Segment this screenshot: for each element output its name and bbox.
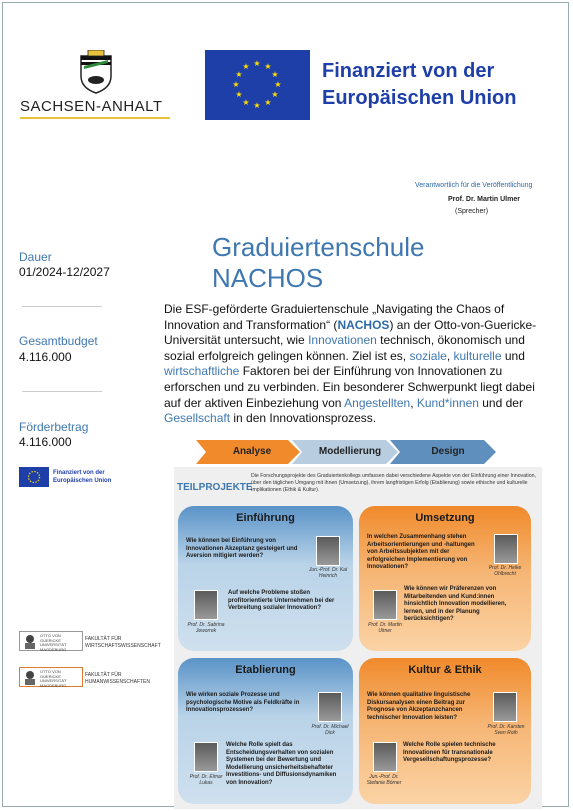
person-photo [493,692,517,722]
text-run: , [410,395,417,410]
card-question: In welchen Zusammenhang stehen Arbeitsorientierungen und -haltungen von Arbeitssubjekten mit der erfolgreichen Implementierung von Innovationen? [367,534,475,570]
text-run: Faktoren bei der Einführung von Innovationen zu erforschen und zu verbinden. Ein besonderer Schwerpunkt liegt dabei auf der aktiven Einbeziehung von [164,364,535,410]
divider [22,306,102,307]
card-question: Wie können qualitative linguistische Diskursanalysen einen Beitrag zur Prognose von Akzeptanzchancen technischer Innovation leisten? [367,692,471,721]
svg-text:★: ★ [232,80,240,89]
uni-badge-text: OTTO VON GUERICKE UNIVERSITÄT MAGDEBURG [40,669,67,688]
funding-label: Förderbetrag [19,420,89,434]
person-photo [373,742,397,772]
person-photo [316,536,340,566]
card-heading: Einführung [236,512,295,524]
duration-value: 01/2024-12/2027 [19,265,110,279]
state-underline [20,117,170,119]
duration-label: Dauer [19,250,52,264]
svg-text:★: ★ [242,98,250,107]
person-name: Prof. Dr. Elmar Lukas [189,774,223,786]
highlight-angestellten: Angestellten [344,395,411,410]
card-etablierung [178,658,353,804]
svg-text:★: ★ [235,70,243,79]
highlight-gesellschaft: Gesellschaft [164,411,231,426]
person-name: Jun.-Prof. Dr. Kai Heinrich [308,567,348,579]
person-name: Prof. Dr. Martin Ulmer [368,622,402,634]
highlight-kundinnen: Kund*innen [416,395,479,410]
eu-title-line2: Europäischen Union [322,87,517,109]
title-line1: Graduiertenschule [212,232,425,262]
coat-of-arms-icon [78,50,114,94]
uni-badge-text: OTTO VON GUERICKE UNIVERSITÄT MAGDEBURG [40,633,67,652]
text-run: und der [478,395,523,410]
budget-label: Gesamtbudget [19,334,98,348]
funding-value: 4.116.000 [19,435,72,449]
card-einfuehrung [178,506,353,651]
svg-text:★: ★ [271,90,279,99]
page-title [212,232,424,294]
budget-value: 4.116.000 [19,350,72,364]
svg-text:★: ★ [242,62,250,71]
card-question: Auf welche Probleme stoßen profitorientierte Unternehmen bei der Verbreitung sozialer Innovation? [228,590,335,611]
responsible-role: (Sprecher) [455,208,489,215]
divider [22,391,102,392]
svg-text:★: ★ [235,90,243,99]
guericke-portrait-icon [22,633,38,649]
eu-flag-icon [205,50,310,120]
faculty-humanities [85,672,150,685]
svg-text:★: ★ [264,98,272,107]
card-heading: Umsetzung [415,512,475,524]
eu-title-line1: Finanziert von der [322,60,495,82]
svg-text:★: ★ [274,80,282,89]
teilprojekte-title: TEILPROJEKTE [177,482,253,493]
card-question: Wie wirken soziale Prozesse und psychologische Motive als Feldkräfte in Innovationsprozessen? [186,692,300,713]
text-run: und [501,348,525,363]
text-run: technisch, ökonomisch und sozial erfolgreich gelingen können. Ziel ist es, [164,333,525,363]
teilprojekte-description: Die Forschungsprojekte des Graduiertenkollegs umfassen dabei verschiedene Aspekte von der Einführung einer Innovation, über den täglichen Umgang mit ihnen (Umsetzung), ihrem langfristigen Erfolg (Etablierung) sowie ethische und kulturelle Implikationen (Ethik & Kultur). [251,473,536,493]
highlight-kulturelle: kulturelle [453,348,502,363]
text-run: ) an der Otto-von-Guericke-Universität untersucht, wie [164,317,537,348]
person-name: Prof. Dr. Michael Dick [311,724,349,736]
eu-funding-title [322,58,516,112]
person-photo [318,692,342,722]
state-name: SACHSEN-ANHALT [20,98,163,115]
faculty-line1: FAKULTÄT FÜR [85,672,122,678]
faculty-line1: FAKULTÄT FÜR [85,636,122,642]
person-photo [494,534,518,564]
svg-text:★: ★ [253,59,261,68]
faculty-economics [85,636,161,649]
responsible-name: Prof. Dr. Martin Ulmer [448,196,520,203]
faculty-line2: HUMANWISSENSCHAFTEN [85,678,151,685]
svg-text:★: ★ [264,62,272,71]
guericke-portrait-icon [22,669,38,685]
svg-text:★: ★ [253,101,261,110]
card-heading: Kultur & Ethik [408,664,482,676]
intro-paragraph [164,302,554,427]
svg-text:★: ★ [271,70,279,79]
card-question: Wie können wir Präferenzen von Mitarbeitenden und Kund:innen hinsichtlich Innovation modellieren, lernen, und in der Planung berücksichtigen? [404,586,507,622]
phase-analyse: Analyse [232,446,272,457]
card-question: Welche Rolle spielt das Entscheidungsverhalten von sozialen Systemen bei der Bewertung und Modellierung unsicherheitsbehafteter Investitions- und Diffusionsdynamiken von Innovation? [226,742,337,786]
text-run: , [446,348,454,363]
person-name: Prof. Dr. Karsten Sven Roth [487,724,525,736]
eu-flag-small-icon [19,467,49,487]
university-logo [19,667,83,687]
person-photo [373,590,397,620]
person-photo [194,590,218,620]
text-run: Die ESF-geförderte Graduiertenschule „Navigating the Chaos of Innovation and Transformation“ ( [164,302,505,332]
highlight-nachos: NACHOS [337,317,390,332]
person-name: Jun.-Prof. Dr. Stefanie Börner [366,774,402,786]
phase-design: Design [431,446,465,457]
responsible-label: Verantwortlich für die Veröffentlichung [415,182,533,189]
highlight-soziale: soziale [409,348,447,363]
person-photo [194,742,218,772]
card-question: Welche Rolle spielen technische Innovationen für transnationale Vergesellschaftungsprozesse? [403,742,496,763]
title-line2: NACHOS [212,263,324,293]
text-run: in den Innovationsprozess. [230,411,377,426]
highlight-innovationen: Innovationen [308,333,377,348]
card-heading: Etablierung [235,664,296,676]
eu-small-line2: Europäischen Union [53,478,112,484]
card-question: Wie können bei Einführung von Innovationen Akzeptanz gesteigert und Aversion mitigiert werden? [186,538,298,559]
eu-small-text [53,469,111,485]
phase-modellierung: Modellierung [318,446,382,457]
person-name: Prof. Dr. Heike Ohlbrecht [488,565,522,577]
card-umsetzung [359,506,531,651]
university-logo [19,631,83,651]
highlight-wirtschaftliche: wirtschaftliche [164,364,240,379]
card-kultur-ethik [359,658,531,804]
person-name: Prof. Dr. Sabrina Jeworrek [187,622,225,634]
faculty-line2: WIRTSCHAFTSWISSENSCHAFT [85,642,161,649]
eu-small-line1: Finanziert von der [53,470,105,476]
